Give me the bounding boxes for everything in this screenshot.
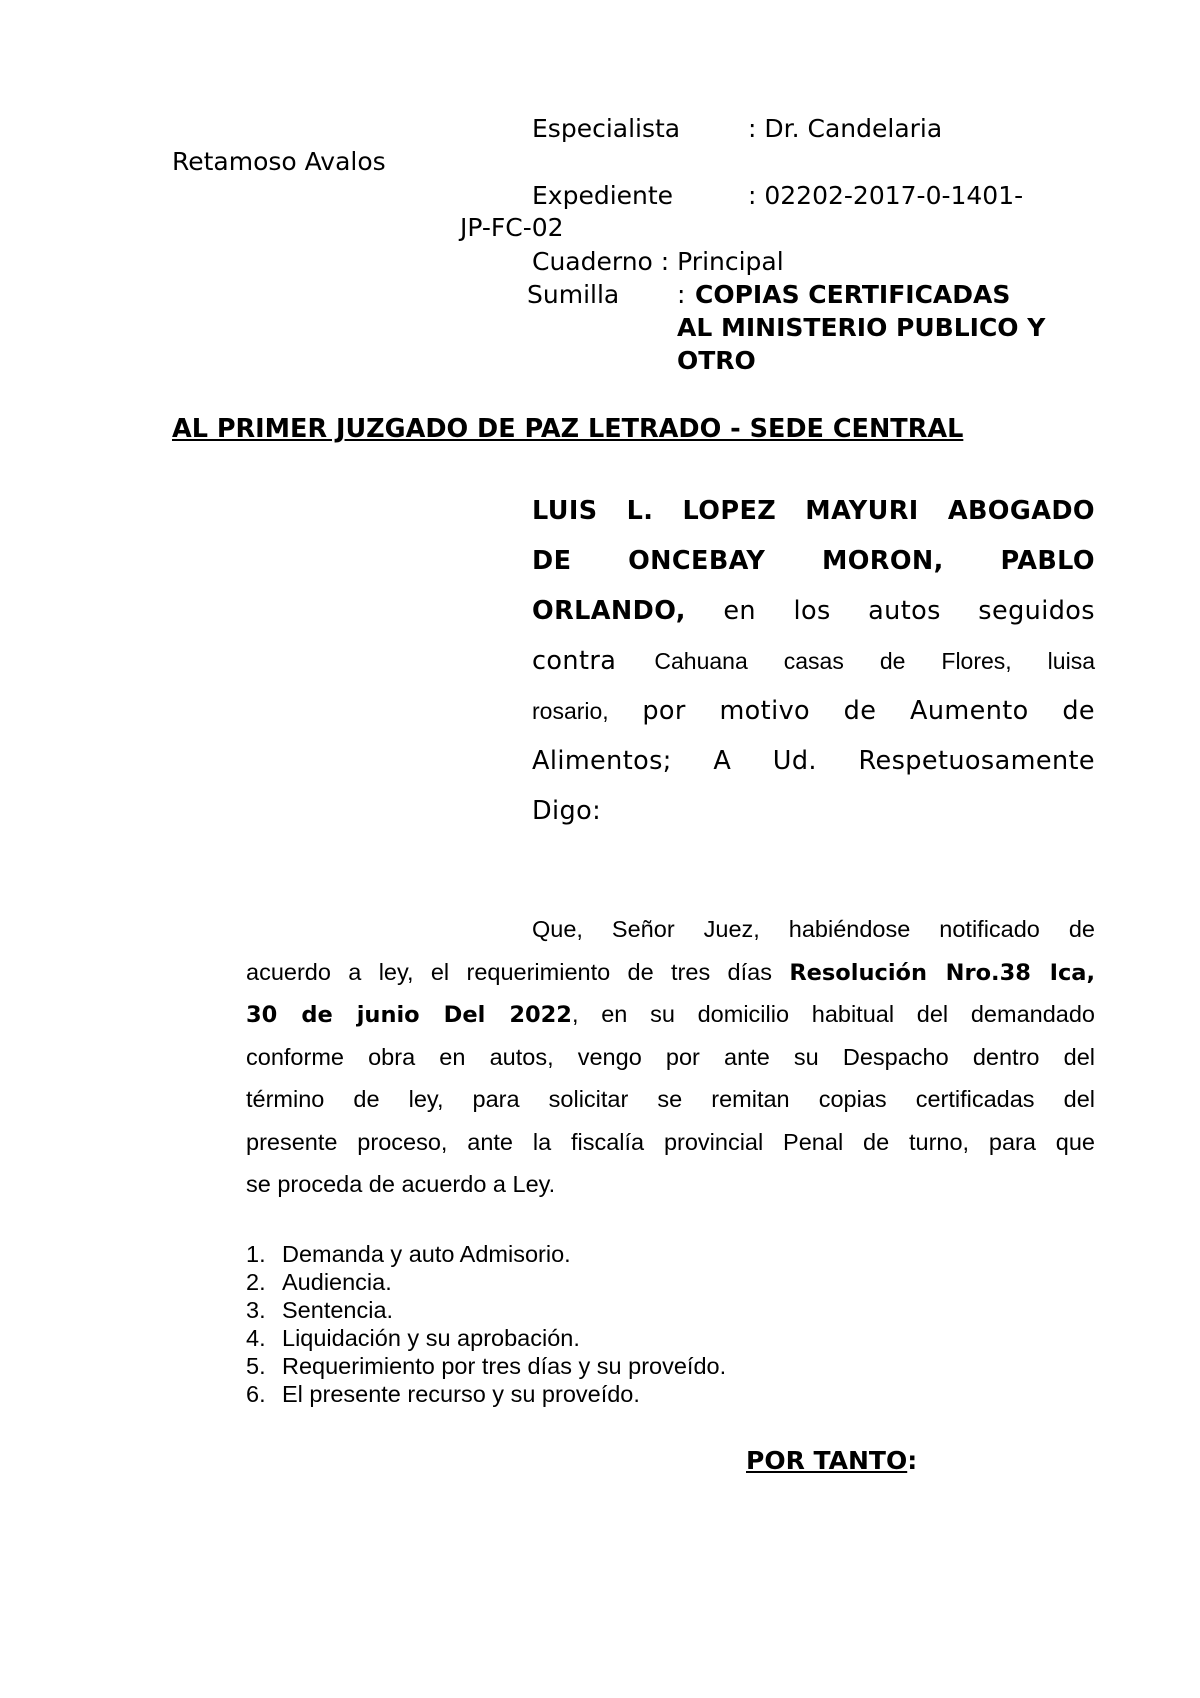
por-tanto-colon: : xyxy=(907,1446,918,1475)
sumilla-colon: : xyxy=(677,280,686,309)
addressee-heading: AL PRIMER JUZGADO DE PAZ LETRADO - SEDE CENTRAL xyxy=(172,414,964,444)
intro-line xyxy=(532,586,1095,636)
list-number: 1. xyxy=(246,1241,266,1267)
list-text: El presente recurso y su proveído. xyxy=(282,1381,640,1407)
resolution-date: 30 de junio Del 2022 xyxy=(246,1002,572,1028)
expediente-label: Expediente xyxy=(532,181,674,210)
body-line xyxy=(246,951,1095,994)
especialista-continuation: Retamoso Avalos xyxy=(172,147,386,176)
list-number: 3. xyxy=(246,1297,266,1323)
resolution-ref: Resolución Nro.38 Ica, xyxy=(789,959,1096,986)
intro-line xyxy=(532,636,1095,686)
sumilla-line-3: OTRO xyxy=(677,346,756,375)
list-number: 4. xyxy=(246,1325,266,1351)
list-number: 5. xyxy=(246,1353,266,1379)
intro-line: LUIS L. LOPEZ MAYURI ABOGADO xyxy=(532,496,1095,526)
list-number: 2. xyxy=(246,1269,266,1295)
cuaderno-line: Cuaderno : Principal xyxy=(532,247,784,276)
list-item xyxy=(246,1380,726,1408)
expediente-value: : 02202-2017-0-1401- xyxy=(748,181,1024,210)
intro-text: por motivo de Aumento de xyxy=(642,696,1095,726)
list-item xyxy=(246,1296,726,1324)
especialista-label: Especialista xyxy=(532,114,681,143)
body-line: presente proceso, ante la fiscalía provincial Penal de turno, para que xyxy=(246,1128,1095,1155)
sumilla-label: Sumilla xyxy=(527,280,620,309)
body-line xyxy=(246,993,1095,1036)
list-text: Sentencia. xyxy=(282,1297,394,1323)
list-item xyxy=(246,1352,726,1380)
list-number: 6. xyxy=(246,1381,266,1407)
intro-paragraph xyxy=(532,486,1095,836)
body-text: acuerdo a ley, el requerimiento de tres días xyxy=(246,958,772,985)
intro-name-bold: ORLANDO, xyxy=(532,596,686,626)
list-text: Liquidación y su aprobación. xyxy=(282,1325,580,1351)
body-line: término de ley, para solicitar se remitan copias certificadas del xyxy=(246,1086,1095,1112)
intro-text-defendant: Cahuana casas de Flores, luisa xyxy=(654,648,1095,674)
list-item xyxy=(246,1240,726,1268)
intro-line: Alimentos; A Ud. Respetuosamente xyxy=(532,746,1095,776)
body-line: conforme obra en autos, vengo por ante su Despacho dentro del xyxy=(246,1043,1095,1070)
intro-text: en los autos seguidos xyxy=(723,596,1095,626)
sumilla-line-2: AL MINISTERIO PUBLICO Y xyxy=(677,313,1046,342)
sumilla-line-1: COPIAS CERTIFICADAS xyxy=(695,280,1011,309)
intro-text-defendant: rosario, xyxy=(532,698,609,724)
list-text: Requerimiento por tres días y su proveído. xyxy=(282,1353,727,1379)
expediente-continuation: JP-FC-02 xyxy=(460,213,564,242)
body-text: , en su domicilio habitual del demandado xyxy=(571,1001,1095,1027)
intro-line: Digo: xyxy=(532,796,602,826)
intro-text: contra xyxy=(532,646,617,676)
list-item xyxy=(246,1268,726,1296)
attachments-list xyxy=(246,1240,726,1408)
body-line: se proceda de acuerdo a Ley. xyxy=(246,1171,556,1197)
intro-line: DE ONCEBAY MORON, PABLO xyxy=(532,546,1095,576)
por-tanto-heading xyxy=(746,1446,917,1476)
por-tanto-text: POR TANTO xyxy=(746,1446,908,1475)
list-item xyxy=(246,1324,726,1352)
list-text: Audiencia. xyxy=(282,1269,392,1295)
intro-line xyxy=(532,686,1095,736)
body-paragraph xyxy=(246,908,1095,1206)
body-line: Que, Señor Juez, habiéndose notificado de xyxy=(532,916,1095,942)
list-text: Demanda y auto Admisorio. xyxy=(282,1241,571,1267)
especialista-value: : Dr. Candelaria xyxy=(748,114,943,143)
